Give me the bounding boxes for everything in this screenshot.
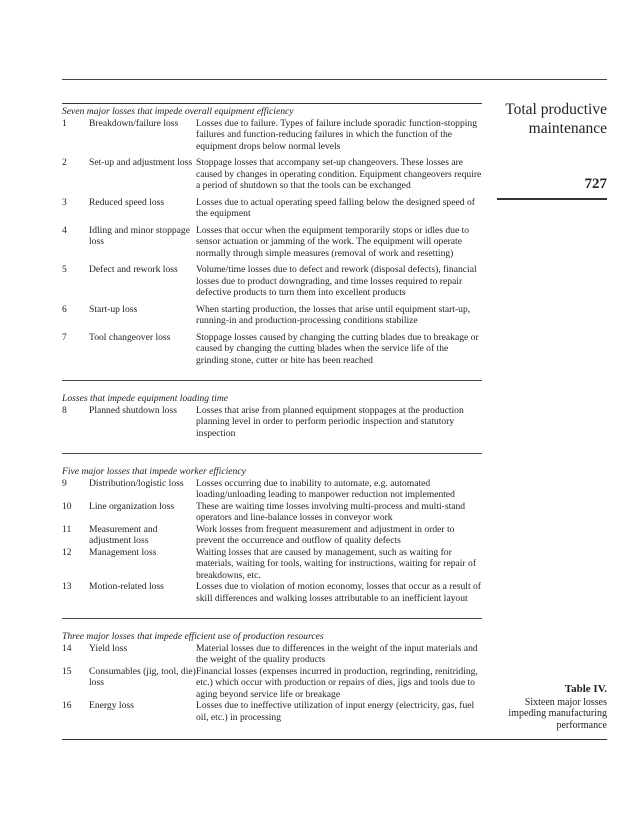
group-title: Five major losses that impede worker efficiency — [62, 466, 246, 477]
loss-description: Losses that occur when the equipment temporarily stops or idles due to sensor actuation or jamming of the work. The equipment will operate normally through simple measures (removal of work and resetting) — [196, 224, 470, 259]
loss-name: Distribution/logistic loss — [89, 477, 184, 489]
loss-number: 7 — [62, 331, 67, 343]
bottom-rule — [62, 739, 607, 740]
table-row — [62, 547, 482, 582]
loss-number: 2 — [62, 157, 67, 168]
loss-description: Losses due to failure. Types of failure include sporadic function-stopping failures and function-reducing failures in which the function of the equipment drops below normal levels — [196, 117, 478, 152]
group-separator — [62, 604, 482, 619]
loss-number: 4 — [62, 224, 67, 236]
loss-name: Measurement and adjustment loss — [89, 523, 158, 546]
loss-description: Losses that arise from planned equipment stoppages at the production planning level in order to perform periodic inspection and statutory inspection — [196, 404, 464, 439]
group-separator — [62, 439, 482, 454]
loss-name: Planned shutdown loss — [89, 404, 177, 416]
table-row — [62, 332, 482, 367]
losses-table — [62, 106, 482, 723]
page-number: 727 — [584, 176, 607, 192]
loss-description: These are waiting time losses involving multi-process and multi-stand operators and line-balance losses in conveyor work — [196, 500, 466, 523]
table-row — [62, 643, 482, 666]
table-row — [62, 700, 482, 723]
loss-name: Motion-related loss — [89, 581, 164, 592]
table-caption — [488, 684, 607, 731]
loss-name: Set-up and adjustment loss — [89, 157, 193, 168]
loss-description: When starting production, the losses that arise until equipment start-up, running-in and production-processing conditions stabilize — [196, 303, 471, 326]
loss-number: 10 — [62, 500, 72, 512]
loss-number: 9 — [62, 477, 67, 489]
table-top-rule — [62, 103, 482, 104]
loss-description: Losses due to actual operating speed falling below the designed speed of the equipment — [196, 196, 475, 219]
loss-name: Breakdown/failure loss — [89, 117, 179, 129]
loss-description: Losses due to ineffective utilization of input energy (electricity, gas, fuel oil, etc.) in processing — [196, 700, 475, 723]
table-row — [62, 405, 482, 440]
table-row — [62, 501, 482, 524]
loss-name: Tool changeover loss — [89, 331, 171, 343]
top-rule — [62, 79, 607, 80]
loss-name: Reduced speed loss — [89, 196, 165, 208]
loss-description: Work losses from frequent measurement and adjustment in order to prevent the occurrence and outflow of quality defects — [196, 523, 455, 546]
loss-description: Volume/time losses due to defect and rework (disposal defects), financial losses due to product downgrading, and time losses required to repair defective products to turn them into excellent products — [196, 264, 477, 298]
loss-description: Losses due to violation of motion economy, losses that occur as a result of skill differences and walking losses attributable to an inefficient layout — [196, 581, 482, 604]
table-row — [62, 118, 482, 153]
loss-number: 3 — [62, 196, 67, 208]
table-row — [62, 197, 482, 220]
loss-name: Consumables (jig, tool, die) loss — [89, 665, 196, 688]
table-row — [62, 157, 482, 192]
loss-name: Line organization loss — [89, 500, 175, 512]
loss-description: Waiting losses that are caused by management, such as waiting for materials, waiting for tools, waiting for instructions, waiting for repair of breakdowns, etc. — [196, 546, 477, 581]
folio-rule — [497, 198, 607, 200]
loss-name: Energy loss — [89, 700, 134, 711]
group-separator — [62, 366, 482, 381]
loss-number: 6 — [62, 303, 67, 315]
loss-number: 15 — [62, 665, 72, 677]
loss-name: Yield loss — [89, 642, 128, 654]
loss-number: 11 — [62, 523, 72, 535]
loss-number: 14 — [62, 642, 72, 654]
table-row — [62, 264, 482, 299]
loss-description: Stoppage losses that accompany set-up changeovers. These losses are caused by changes in operating condition. Equipment changeovers require a period of shutdown so that the tools can be exchanged — [196, 157, 482, 191]
loss-description: Stoppage losses caused by changing the cutting blades due to breakage or caused by changing the cutting blades when the service life of the grinding stone, cutter or bite has been reached — [196, 331, 479, 366]
loss-number: 12 — [62, 546, 72, 558]
loss-description: Material losses due to differences in the weight of the input materials and the weight of the quality products — [196, 642, 478, 665]
loss-number: 1 — [62, 117, 67, 129]
loss-name: Defect and rework loss — [89, 264, 178, 275]
group-title: Three major losses that impede efficient use of production resources — [62, 631, 324, 642]
table-row — [62, 581, 482, 604]
running-head: Total productive maintenance — [505, 101, 607, 137]
loss-number: 13 — [62, 581, 72, 592]
loss-name: Management loss — [89, 546, 157, 558]
loss-number: 16 — [62, 700, 72, 711]
loss-description: Losses occurring due to inability to automate, e.g. automated loading/unloading leading to manpower reduction not implemented — [196, 477, 455, 500]
loss-name: Start-up loss — [89, 303, 138, 315]
caption-text: Sixteen major losses impeding manufacturing performance — [508, 696, 607, 731]
table-row — [62, 304, 482, 327]
loss-number: 8 — [62, 404, 67, 416]
table-row — [62, 225, 482, 260]
table-row — [62, 666, 482, 701]
table-row — [62, 478, 482, 501]
loss-number: 5 — [62, 264, 67, 275]
table-row — [62, 524, 482, 547]
group-title: Seven major losses that impede overall equipment efficiency — [62, 106, 294, 117]
group-title: Losses that impede equipment loading time — [62, 393, 229, 404]
loss-description: Financial losses (expenses incurred in production, regrinding, renitriding, etc.) which occur with production or repairs of dies, jigs and tools due to aging beyond service life or breakage — [196, 665, 478, 700]
loss-name: Idling and minor stoppage loss — [89, 224, 190, 247]
caption-label: Table IV. — [564, 683, 607, 695]
